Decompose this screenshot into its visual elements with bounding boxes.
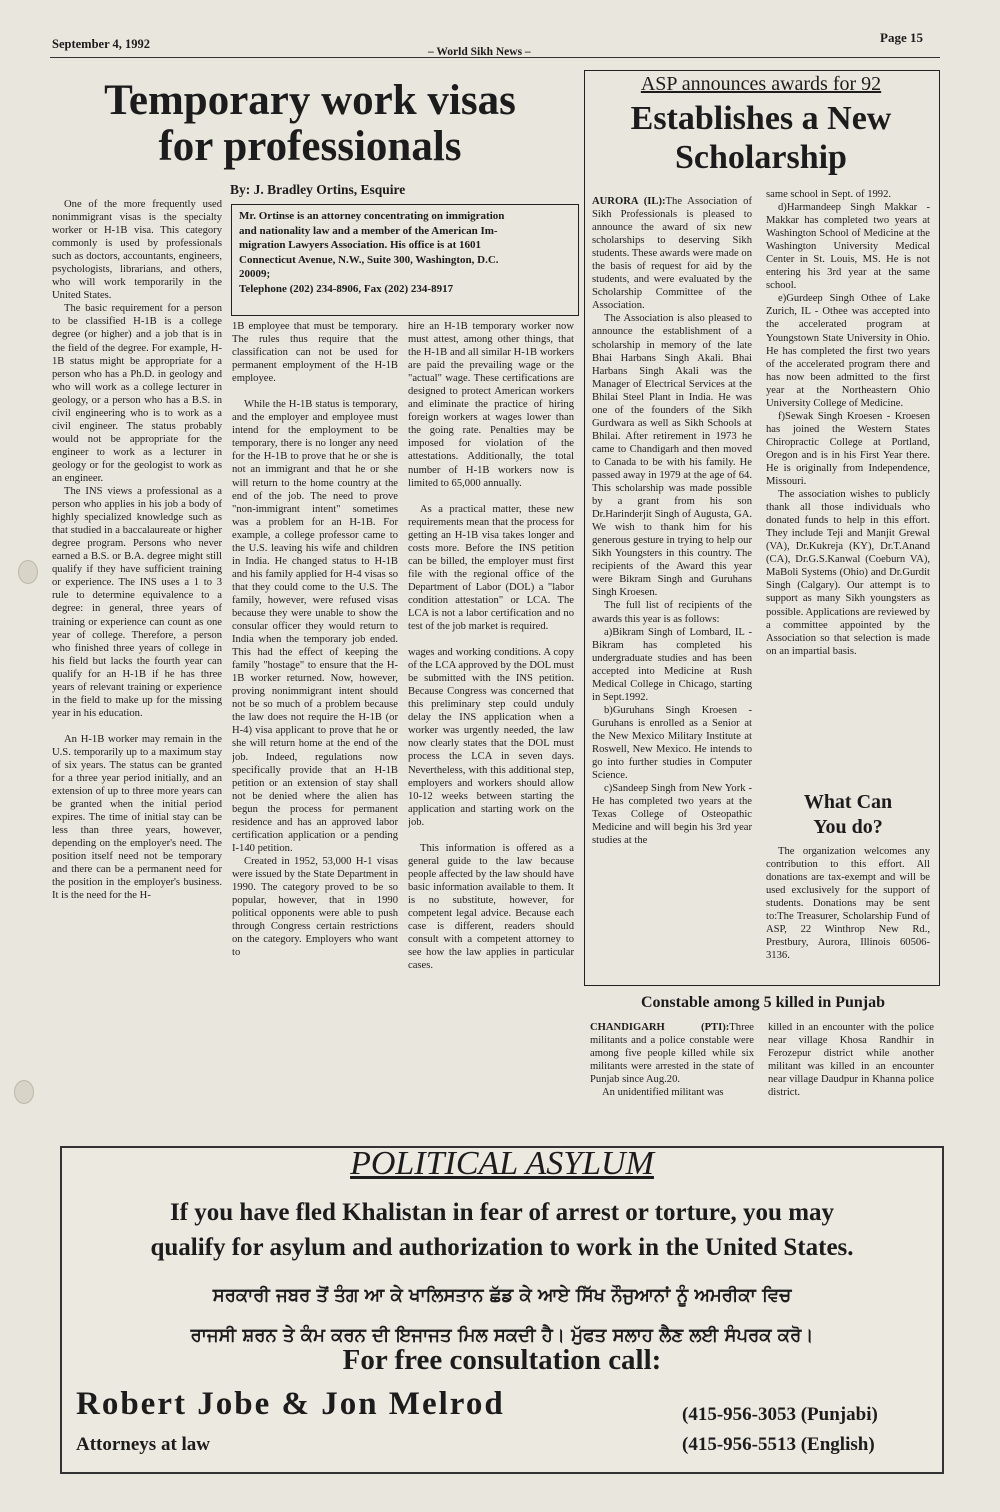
constable-column-2 (768, 1021, 934, 1111)
scholarship-title-line1: Establishes a New (630, 100, 892, 137)
ad-consult: For free consultation call: (342, 1344, 662, 1376)
punjabi-line: ਰਾਜਸੀ ਸ਼ਰਨ ਤੇ ਕੰਮ ਕਰਨ ਦੀ ਇਜਾਜਤ ਮਿਲ ਸਕਦੀ ਹੈ। ਮੁੱਫਤ ਸਲਾਹ ਲੈਣ ਲਈ ਸੰਪਰਕ ਕਰੋ। (190, 1325, 814, 1346)
ad-firm-name: Robert Jobe & Jon Melrod (76, 1386, 505, 1422)
visa-byline: By: J. Bradley Ortins, Esquire (230, 182, 406, 197)
paragraph: The association wishes to publicly thank all those individuals who donated funds to help in this effort. They include Teji and Manjit Grewal (VA), Dr.Kukreja (KY), Dr.T.Anand (CA), Dr.G.S.Kanwal (Coeburn VA), MaBoli Systems (Ohio) and Dr.Gurdit Singh (Calgary). Our attempt is to support as many Sikh youngsters as possible. Applications are reviewed by a committee appointed by the Association so that selection is made on an impartial basis. (766, 489, 930, 657)
paragraph: Created in 1952, 53,000 H-1 visas were issued by the State Department in 1990. The category proved to be so popular, however, that in 1990 political opponents were able to push through Congress certain restrictions on the category. Employers who want to (232, 855, 398, 959)
dateline: AURORA (IL): (592, 196, 666, 207)
donation-info (766, 845, 930, 979)
author-bio-box (231, 204, 579, 316)
paragraph: b)Guruhans Singh Kroesen - Guruhans is enrolled as a Senior at the New Mexico Military Institute at Roswell, New Mexico. He intends to go into further studies in Computer Science. (592, 704, 752, 782)
page-number: Page 15 (880, 30, 923, 45)
paragraph: a)Bikram Singh of Lombard, IL - Bikram has completed his undergraduate studies and has been accepted into Medicine at Rush Medical College in Chicago, starting in Sept.1992. (592, 626, 752, 703)
visa-title (55, 78, 565, 171)
ad-english-text (62, 1195, 942, 1265)
paragraph: The INS views a professional as a person who applies in his job a body of highly specialized knowledge such as that studied in a baccalaureate or higher degree program. Persons who never earned a B.S. or B.A. degree might still qualify if they have sufficient training or experience. The INS uses a 1 to 3 rule to determine equivalence to a degree: in general, three years of training or experience can count as one year of college. Therefore, a person who finished three years of college in his field but lacks the fourth year can qualify for an H-1B if he has three years of relevant training or experience in the field to make up for the missing year in his education. (52, 486, 222, 719)
ad-phone-punjabi[interactable]: (415-956-3053 (Punjabi) (682, 1404, 878, 1425)
visa-column-3 (408, 320, 574, 1104)
paper-name: – World Sikh News – (428, 46, 531, 58)
paragraph: hire an H-1B temporary worker now must attest, among other things, that the H-1B and all similar H-1B workers are paid the prevailing wage or the "actual" wage. These certifications are designed to protect American workers and eliminate the practice of hiring foreign workers at wages lower than the going rate. Penalties may be imposed for violation of the attestations. Additionally, the total number of H-1B workers now is limited to 65,000 annually. (408, 321, 574, 489)
scholarship-column-1 (592, 195, 752, 981)
paragraph-text: Three militants and a police constable were among five people killed while six militants were arrested in the state of Punjab since Aug.20. (590, 1022, 754, 1086)
visa-title-line2: for professionals (158, 123, 462, 171)
paragraph: One of the more frequently used nonimmigrant visas is the specialty worker or H-1B visa. This category commonly is used by professionals such as doctors, accountants, engineers, psychologists, librarians, and others, who will work temporarily in the United States. (52, 199, 222, 302)
header-rule (50, 57, 940, 58)
heading-line: What Can (803, 791, 893, 813)
paragraph: 1B employee that must be temporary. The rules thus require that the classification can not be used for permanent employment of the H-1B employee. (232, 321, 398, 385)
paragraph: same school in Sept. of 1992. (766, 189, 892, 200)
bio-line: migration Lawyers Association. His office is at 1601 (239, 239, 481, 252)
paragraph: The Association is also pleased to announce the establishment of a scholarship in memory of the late Bhai Harbans Singh Akali. Bhai Harbans Singh Akali was the Manager of Electrical Services at the Bhilai Steel Plant in India. He was one of the founders of the Sikh Gurdwara as well as Sikh Schools at Bhilai. After retirement in 1973 he came to Chandigarh and then moved to Canada to be with his family. He passed away in 1979 at the age of 64. This scholarship was made possible by a grant from his son Dr.Harinderjit Singh of Augusta, GA. We wish to thank him for his generous gesture in trying to help our Sikh Youngsters in this country. The recipients of the Award this year were Bikram Singh and Guruhans Singh Kroesen. (592, 313, 752, 599)
ad-phone-english[interactable]: (415-956-5513 (English) (682, 1434, 875, 1455)
paragraph: An unidentified militant was (602, 1087, 724, 1099)
paragraph: e)Gurdeep Singh Othee of Lake Zurich, IL - Othee was accepted into the accelerated program at Youngstown State University in Ohio. He has completed the first two years of the accelerated program there and has now been admitted to the first year at the Northeastern Ohio University College of Medicine. (766, 293, 930, 409)
heading-line: You do? (813, 816, 883, 838)
ad-line: qualify for asylum and authorization to work in the United States. (150, 1234, 854, 1261)
paragraph: As a practical matter, these new requirements mean that the process for getting an H-1B visa takes longer and costs more. Before the INS petition can be billed, the employer must first file with the regional office of the Department of Labor (DOL) a "labor condition attestation" or LCA. The LCA is not a labor certification and no test of the job market is required. (408, 503, 574, 633)
paragraph: The basic requirement for a person to be classified H-1B is a college degree (or higher) and a job that is in the field of the degree. For example, H-1B status might be appropriate for a person who has a Ph.D. in geology and who will work as a college lecturer in geology, or a person who has a B.S. in civil engineering who is to work as a civil engineer. The status probably would not be appropriate for the engineer to work as a lecturer in geology or for the geologist to work as an engineer. (52, 303, 222, 484)
bio-line: Telephone (202) 234-8906, Fax (202) 234-8917 (239, 282, 454, 295)
paragraph: The organization welcomes any contribution to this effort. All donations are tax-exempt and will be used exclusively for the support of students. Donations may be sent to:The Treasurer, Scholarship Fund of ASP, 22 Winthrop New Rd., Prestbury, Aurora, Illinois 60506-3136. (766, 846, 930, 962)
bio-line: Mr. Ortinse is an attorney concentrating on immigration (239, 210, 505, 222)
constable-column-1 (590, 1021, 754, 1111)
binder-hole (18, 560, 38, 584)
paragraph: wages and working conditions. A copy of the LCA approved by the DOL must be submitted with the INS petition. Because Congress was concerned that this preliminary step could unduly delay the INS application when a worker was urgently needed, the law now clearly states that the DOL must process the LCA in seven days. Nevertheless, with this additional step, employers and workers should allow 10-12 weeks between starting the application and starting work on the job. (408, 647, 574, 828)
paragraph: f)Sewak Singh Kroesen - Kroesen has joined the Western States Chiropractic College at Portland, Oregon and is in his First Year there. He is originally from Independence, Missouri. (766, 410, 930, 488)
visa-title-line1: Temporary work visas (104, 77, 516, 124)
punjabi-line: ਸਰਕਾਰੀ ਜਬਰ ਤੋਂ ਤੰਗ ਆ ਕੇ ਖਾਲਿਸਤਾਨ ਛੱਡ ਕੇ ਆਏ ਸਿੱਖ ਨੌਜੁਆਨਾਂ ਨੂੰ ਅਮਰੀਕਾ ਵਿਚ (212, 1285, 792, 1306)
scholarship-kicker: ASP announces awards for 92 (640, 73, 882, 95)
bio-line: and nationality law and a member of the American Im- (239, 224, 498, 237)
scholarship-column-2 (766, 188, 930, 788)
bio-line: Connecticut Avenue, N.W., Suite 300, Washington, D.C. (239, 253, 499, 266)
visa-column-1 (52, 198, 222, 1104)
paragraph: The full list of recipients of the awards this year is as follows: (592, 600, 752, 625)
paragraph: An H-1B worker may remain in the U.S. temporarily up to a maximum stay of six years. The status can be granted for a three year period initially, and an extension of up to three more years can be granted when the initial period expires. The time of initial stay can be less than three years, however, depending on the employer's need. The position itself need not be temporary and there can be a permanent need for the position in the employer's business. It is the need for the H- (52, 733, 222, 902)
paragraph-text: The Association of Sikh Professionals is pleased to announce the award of six new scholarships to deserving Sikh students. These awards were made on the basis of request for aid by the students, and were evaluated by the Scholarship Committee of the Association. (592, 196, 752, 312)
issue-date: September 4, 1992 (52, 37, 151, 51)
constable-title: Constable among 5 killed in Punjab (640, 994, 886, 1011)
paragraph: c)Sandeep Singh from New York - He has completed two years at the Texas College of Osteopathic Medicine and will begin his 3rd year studies at the (592, 783, 752, 847)
scholarship-title-line2: Scholarship (675, 138, 847, 176)
scholarship-title (588, 100, 934, 178)
ad-line: If you have fled Khalistan in fear of arrest or torture, you may (169, 1199, 835, 1226)
paragraph: d)Harmandeep Singh Makkar - Makkar has completed two years at Washington School of Medicine at the Washington University Medical Center in St. Louis, MS. He is not entering his 3rd year at the same school. (766, 202, 930, 292)
binder-hole (14, 1080, 34, 1104)
paragraph: While the H-1B status is temporary, and the employer and employee must intend for the employment to be temporary, there is no longer any need for the H-1B to prove that he or she is not an immigrant and that he or she will return to the home country at the end of the job. The need to prove "non-immigrant intent" sometimes was a problem for an H-1B. For example, a college professor came to the U.S. leaving his wife and children in India. He changed status to H-1B and his family applied for H-4 visas so that they could come to the U.S. The family, however, were refused visas because they were unable to show the consular officer they would return to India when the temporary job ended. This had the effect of keeping the family "hostage" to ensure that the H-1B worker returned. Now, however, proving nonimmigrant intent should not be so much of a problem because the law does not require the H-1B (or H-4) visa applicant to prove that he or she will return home at the end of the job. Indeed, regulations now specifically provide that an H-1B petition or an extension of stay shall not be denied where the alien has begun the process for permanent residence and has an approved labor certification application or a pending I-140 petition. (232, 399, 398, 854)
paragraph: killed in an encounter with the police near village Khosa Randhir in Ferozepur district while another militant was killed in an encounter near village Daudpur in Khanna police district. (768, 1022, 934, 1099)
bio-line: 20009; (239, 268, 271, 281)
paragraph: This information is offered as a general guide to the law because people affected by the law should have basic information available to them. It is no substitute, however, for competent legal advice. Because each case is different, readers should consult with a competent attorney to see how the law applies in particular cases. (408, 842, 574, 972)
what-can-you-do-heading (766, 790, 930, 840)
ad-title: POLITICAL ASYLUM (350, 1145, 654, 1182)
visa-column-2 (232, 320, 398, 1104)
dateline: CHANDIGARH (PTI): (590, 1022, 730, 1033)
ad-firm-subtitle: Attorneys at law (76, 1434, 211, 1455)
